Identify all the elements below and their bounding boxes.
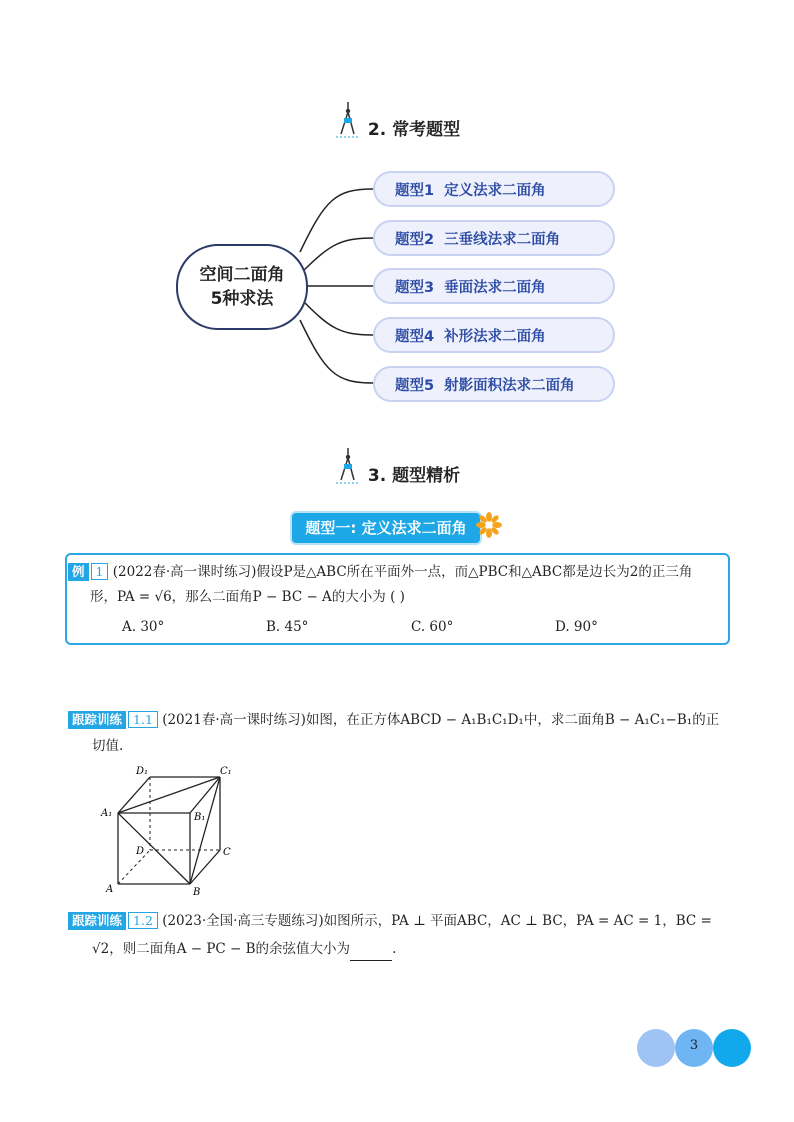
label-A1: A₁ [101,808,113,819]
node-label: 题型5 [395,378,435,394]
training-text-2: 切值. [92,738,124,754]
example-text-1: 假设P是△ABC所在平面外一点，而△PBC和△ABC都是边长为2的正三角 [256,564,693,580]
training-source: (2021春·高一课时练习) [162,712,306,728]
training-tag: 跟踪训练 [68,912,126,930]
example-number: 1 [91,563,109,580]
node-text: 三垂线法求二面角 [444,232,561,248]
example-source: (2022春·高一课时练习) [112,564,257,580]
mindmap-center-line1: 空间二面角 [199,265,285,285]
mindmap-node-1[interactable] [373,171,615,207]
example-tag: 例 [68,563,89,581]
option-c[interactable]: C. 60° [411,619,454,635]
training-text-1: 如图，在正方体ABCD − A₁B₁C₁D₁中，求二面角B − A₁C₁−B₁的正 [305,712,720,728]
label-D: D [136,846,145,857]
node-label: 题型3 [395,280,435,296]
answer-blank[interactable] [350,946,392,961]
training-tag: 跟踪训练 [68,711,126,729]
training-number: 1.2 [128,912,158,929]
training-text-2a: √2，则二面角A − PC − B的余弦值大小为 [92,941,351,957]
node-text: 定义法求二面角 [444,183,546,199]
node-text: 垂面法求二面角 [444,280,546,296]
node-label: 题型4 [395,329,435,345]
compass-drawing-icon [334,446,362,486]
label-A: A [106,884,114,895]
example-1-line1 [68,560,728,584]
cube-figure [100,762,240,897]
mindmap-node-2[interactable] [373,220,615,256]
section-3-header [0,446,794,490]
training-2-line1 [68,909,738,933]
option-d[interactable]: D. 90° [555,619,598,635]
mindmap-connectors [0,0,794,420]
label-C: C [223,847,231,858]
page-number: 3 [689,1038,699,1053]
label-C1: C₁ [220,766,232,777]
node-label: 题型1 [395,183,435,199]
training-source: (2023·全国·高三专题练习) [162,913,324,929]
training-number: 1.1 [128,711,158,728]
label-D1: D₁ [136,766,149,777]
node-text: 射影面积法求二面角 [444,378,575,394]
label-B1: B₁ [194,812,206,823]
type-banner: 题型一: 定义法求二面角 [292,513,480,543]
node-label: 题型2 [395,232,435,248]
training-text-1: 如图所示，PA ⊥ 平面ABC，AC ⊥ BC，PA = AC = 1，BC = [323,913,712,929]
mindmap-center-line2: 5种求法 [210,289,274,309]
mindmap-node-4[interactable] [373,317,615,353]
example-text-2: 形，PA = √6，那么二面角P − BC − A的大小为 ( ) [90,589,405,605]
section-title: 3. 题型精析 [367,466,461,486]
option-a[interactable]: A. 30° [122,619,165,635]
label-B: B [193,887,201,897]
section-title: 2. 常考题型 [367,120,461,140]
option-b[interactable]: B. 45° [266,619,309,635]
flower-icon [476,512,502,538]
mindmap-node-3[interactable] [373,268,615,304]
training-1-line1 [68,708,738,732]
training-text-2b: . [392,941,397,957]
mindmap-center [176,244,308,330]
node-text: 补形法求二面角 [444,329,546,345]
mindmap-node-5[interactable] [373,366,615,402]
training-2-line2 [92,937,396,961]
